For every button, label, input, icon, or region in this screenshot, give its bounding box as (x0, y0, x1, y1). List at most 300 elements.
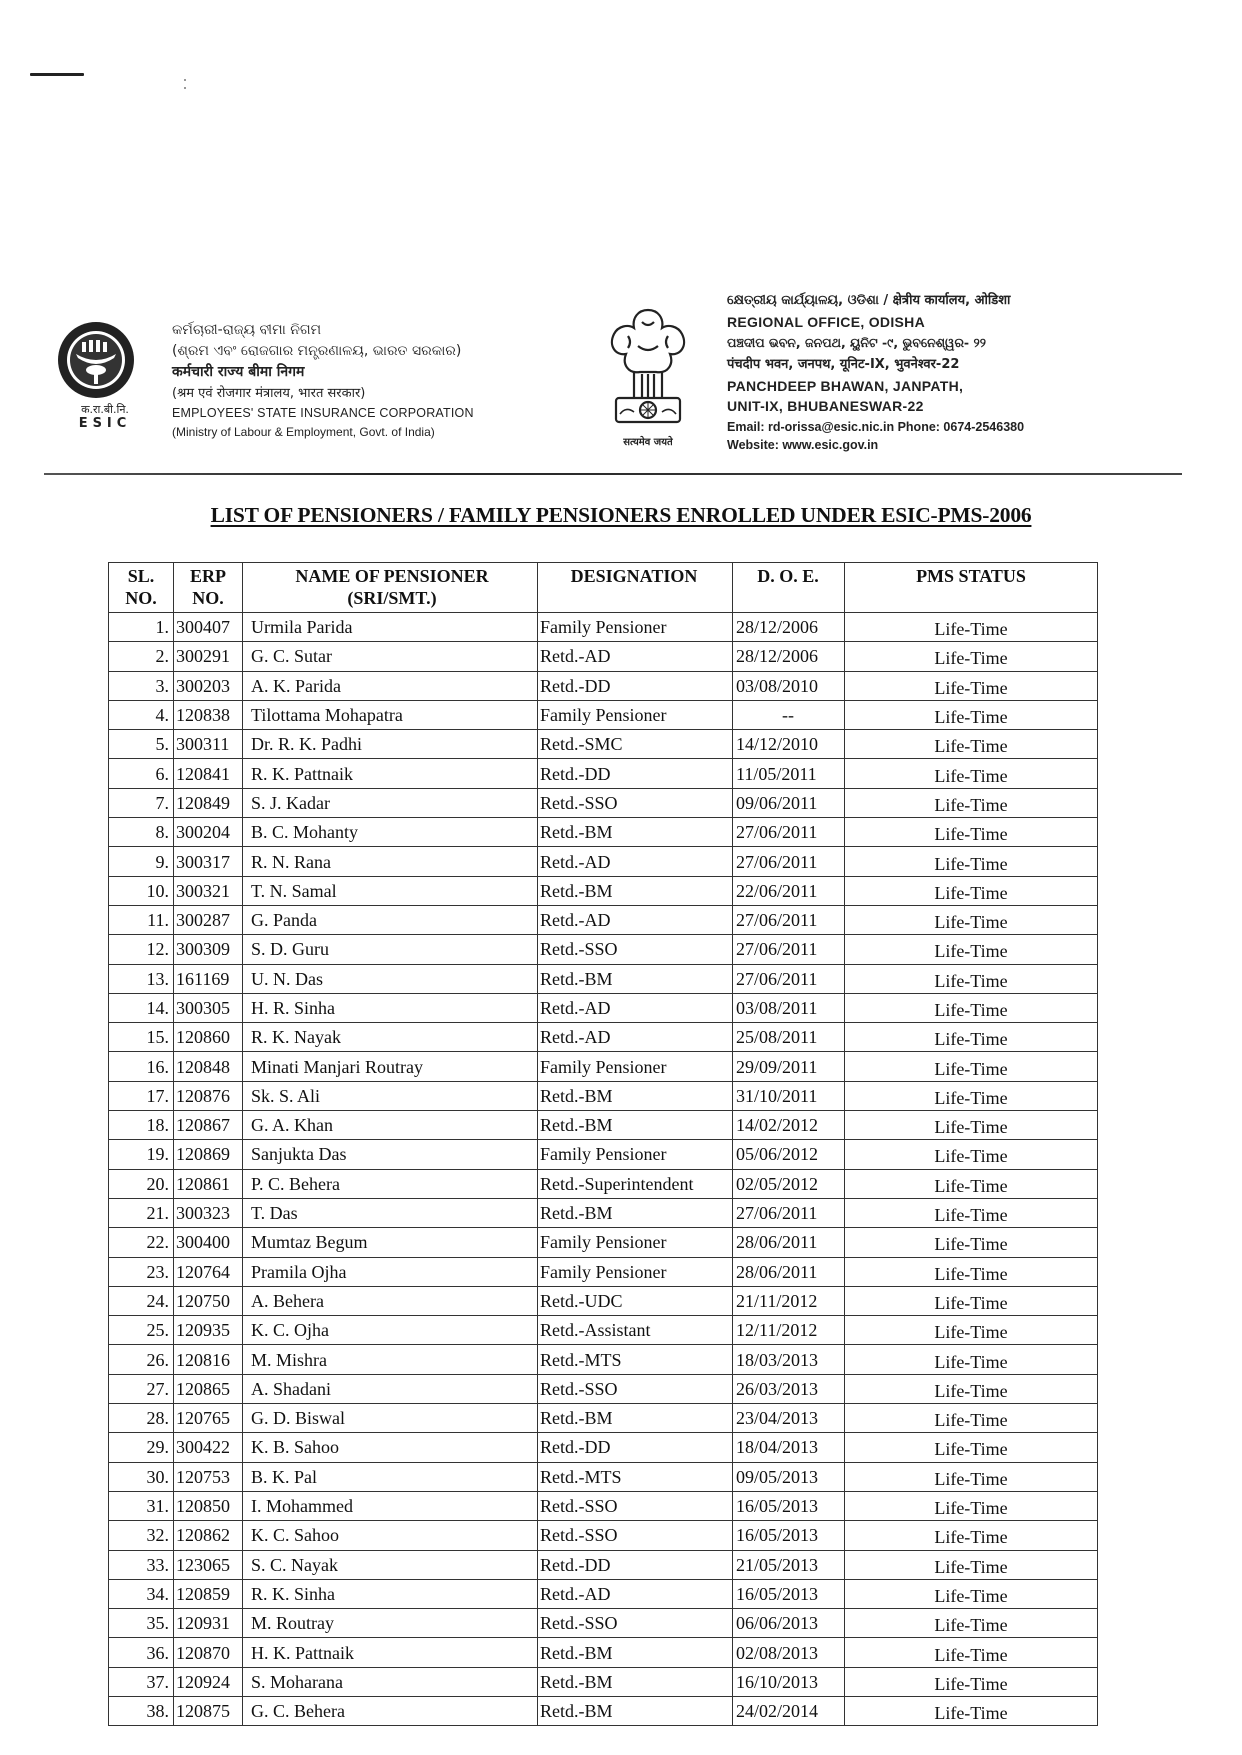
cell-doe: 09/05/2013 (733, 1462, 845, 1491)
cell-erp-no: 300422 (174, 1433, 243, 1462)
cell-doe: 23/04/2013 (733, 1404, 845, 1433)
national-emblem-icon (598, 302, 698, 434)
cell-sl-no: 8. (109, 818, 174, 847)
cell-pms-status: Life-Time (845, 1609, 1098, 1638)
table-row (109, 1579, 1098, 1608)
cell-doe: -- (733, 700, 845, 729)
esic-logo-icon (56, 320, 136, 400)
table-row (109, 905, 1098, 934)
cell-pms-status: Life-Time (845, 1169, 1098, 1198)
cell-designation: Retd.-SSO (538, 1609, 733, 1638)
table-row (109, 935, 1098, 964)
table-row (109, 730, 1098, 759)
cell-designation: Family Pensioner (538, 1257, 733, 1286)
cell-designation: Retd.-SSO (538, 788, 733, 817)
cell-pms-status: Life-Time (845, 1081, 1098, 1110)
cell-designation: Family Pensioner (538, 1140, 733, 1169)
cell-sl-no: 21. (109, 1198, 174, 1227)
cell-erp-no: 300203 (174, 671, 243, 700)
cell-pms-status: Life-Time (845, 759, 1098, 788)
cell-doe: 02/05/2012 (733, 1169, 845, 1198)
cell-erp-no: 120870 (174, 1638, 243, 1667)
cell-sl-no: 11. (109, 905, 174, 934)
cell-designation: Retd.-BM (538, 818, 733, 847)
cell-pms-status: Life-Time (845, 1404, 1098, 1433)
cell-designation: Retd.-SSO (538, 935, 733, 964)
cell-name: S. D. Guru (243, 935, 538, 964)
org-name-odia: କର୍ମଚାରୀ-ରାଜ୍ୟ ବୀମା ନିଗମ (172, 322, 322, 338)
cell-designation: Retd.-SSO (538, 1521, 733, 1550)
cell-name: G. C. Behera (243, 1696, 538, 1725)
cell-pms-status: Life-Time (845, 1052, 1098, 1081)
cell-doe: 25/08/2011 (733, 1023, 845, 1052)
cell-name: M. Mishra (243, 1345, 538, 1374)
cell-name: R. K. Sinha (243, 1579, 538, 1608)
cell-doe: 18/03/2013 (733, 1345, 845, 1374)
cell-designation: Retd.-DD (538, 1550, 733, 1579)
cell-name: U. N. Das (243, 964, 538, 993)
cell-name: K. C. Ojha (243, 1316, 538, 1345)
cell-erp-no: 120860 (174, 1023, 243, 1052)
cell-designation: Family Pensioner (538, 1052, 733, 1081)
cell-name: G. A. Khan (243, 1111, 538, 1140)
cell-name: P. C. Behera (243, 1169, 538, 1198)
cell-designation: Retd.-DD (538, 671, 733, 700)
cell-name: A. K. Parida (243, 671, 538, 700)
cell-erp-no: 120924 (174, 1667, 243, 1696)
cell-name: A. Behera (243, 1286, 538, 1315)
document-title: LIST OF PENSIONERS / FAMILY PENSIONERS ENROLLED UNDER ESIC-PMS-2006 (210, 503, 1032, 527)
cell-doe: 02/08/2013 (733, 1638, 845, 1667)
cell-name: R. N. Rana (243, 847, 538, 876)
cell-name: Minati Manjari Routray (243, 1052, 538, 1081)
table-row (109, 1081, 1098, 1110)
cell-doe: 12/11/2012 (733, 1316, 845, 1345)
cell-designation: Retd.-AD (538, 905, 733, 934)
cell-doe: 18/04/2013 (733, 1433, 845, 1462)
cell-doe: 06/06/2013 (733, 1609, 845, 1638)
cell-pms-status: Life-Time (845, 993, 1098, 1022)
cell-doe: 27/06/2011 (733, 935, 845, 964)
cell-sl-no: 36. (109, 1638, 174, 1667)
cell-erp-no: 300317 (174, 847, 243, 876)
cell-doe: 16/05/2013 (733, 1491, 845, 1520)
cell-designation: Retd.-MTS (538, 1462, 733, 1491)
cell-erp-no: 120869 (174, 1140, 243, 1169)
table-row (109, 1345, 1098, 1374)
cell-name: S. J. Kadar (243, 788, 538, 817)
cell-doe: 14/12/2010 (733, 730, 845, 759)
table-row (109, 671, 1098, 700)
cell-erp-no: 120931 (174, 1609, 243, 1638)
cell-sl-no: 25. (109, 1316, 174, 1345)
table-row (109, 1023, 1098, 1052)
cell-pms-status: Life-Time (845, 1462, 1098, 1491)
cell-designation: Retd.-BM (538, 1198, 733, 1227)
cell-doe: 27/06/2011 (733, 847, 845, 876)
address-odia: ପଞ୍ଚଦୀପ ଭବନ, ଜନପଥ, ୟୁନିଟ -୯, ଭୁବନେଶ୍ୱର- ୨୨ (727, 335, 986, 350)
cell-name: G. C. Sutar (243, 642, 538, 671)
cell-sl-no: 13. (109, 964, 174, 993)
cell-sl-no: 33. (109, 1550, 174, 1579)
table-row (109, 964, 1098, 993)
cell-pms-status: Life-Time (845, 1257, 1098, 1286)
table-header-row (109, 563, 1098, 613)
cell-doe: 26/03/2013 (733, 1374, 845, 1403)
cell-doe: 27/06/2011 (733, 905, 845, 934)
cell-doe: 28/06/2011 (733, 1257, 845, 1286)
cell-doe: 16/05/2013 (733, 1521, 845, 1550)
cell-name: B. K. Pal (243, 1462, 538, 1491)
scan-dots (184, 79, 186, 91)
cell-sl-no: 20. (109, 1169, 174, 1198)
cell-doe: 05/06/2012 (733, 1140, 845, 1169)
cell-doe: 21/05/2013 (733, 1550, 845, 1579)
cell-designation: Retd.-BM (538, 1696, 733, 1725)
cell-doe: 22/06/2011 (733, 876, 845, 905)
cell-pms-status: Life-Time (845, 1579, 1098, 1608)
ministry-english: (Ministry of Labour & Employment, Govt. of India) (172, 425, 435, 439)
cell-erp-no: 300287 (174, 905, 243, 934)
header-designation: DESIGNATION (538, 563, 733, 613)
cell-designation: Retd.-AD (538, 993, 733, 1022)
table-row (109, 1286, 1098, 1315)
cell-pms-status: Life-Time (845, 847, 1098, 876)
table-row (109, 1609, 1098, 1638)
cell-designation: Family Pensioner (538, 1228, 733, 1257)
table-row (109, 1169, 1098, 1198)
cell-sl-no: 9. (109, 847, 174, 876)
cell-erp-no: 120841 (174, 759, 243, 788)
cell-designation: Family Pensioner (538, 700, 733, 729)
cell-sl-no: 10. (109, 876, 174, 905)
cell-sl-no: 24. (109, 1286, 174, 1315)
cell-pms-status: Life-Time (845, 1111, 1098, 1140)
cell-name: Pramila Ojha (243, 1257, 538, 1286)
org-name-english: EMPLOYEES' STATE INSURANCE CORPORATION (172, 406, 474, 420)
pensioners-table (108, 562, 1098, 1726)
cell-sl-no: 2. (109, 642, 174, 671)
letterhead (0, 290, 1242, 460)
cell-name: S. Moharana (243, 1667, 538, 1696)
cell-name: T. N. Samal (243, 876, 538, 905)
cell-erp-no: 300407 (174, 613, 243, 642)
cell-designation: Retd.-SSO (538, 1374, 733, 1403)
organisation-block (172, 320, 592, 442)
cell-designation: Retd.-BM (538, 1667, 733, 1696)
cell-sl-no: 23. (109, 1257, 174, 1286)
cell-erp-no: 120862 (174, 1521, 243, 1550)
header-name: NAME OF PENSIONER (SRI/SMT.) (243, 563, 538, 613)
cell-pms-status: Life-Time (845, 1696, 1098, 1725)
table-row (109, 642, 1098, 671)
cell-erp-no: 120849 (174, 788, 243, 817)
contact-info: Email: rd-orissa@esic.nic.in Phone: 0674-2546380 (727, 420, 1025, 434)
cell-doe: 09/06/2011 (733, 788, 845, 817)
cell-erp-no: 300323 (174, 1198, 243, 1227)
table-row (109, 876, 1098, 905)
cell-designation: Retd.-BM (538, 1638, 733, 1667)
cell-designation: Retd.-AD (538, 642, 733, 671)
cell-erp-no: 120865 (174, 1374, 243, 1403)
logo-abbr-english: ESIC (78, 416, 132, 431)
cell-erp-no: 120838 (174, 700, 243, 729)
website: Website: www.esic.gov.in (727, 438, 879, 452)
cell-erp-no: 300305 (174, 993, 243, 1022)
cell-name: A. Shadani (243, 1374, 538, 1403)
cell-doe: 16/05/2013 (733, 1579, 845, 1608)
table-row (109, 1228, 1098, 1257)
cell-name: H. R. Sinha (243, 993, 538, 1022)
cell-designation: Retd.-MTS (538, 1345, 733, 1374)
header-sl-no: SL. NO. (109, 563, 174, 613)
cell-erp-no: 300400 (174, 1228, 243, 1257)
cell-pms-status: Life-Time (845, 964, 1098, 993)
cell-designation: Retd.-AD (538, 1579, 733, 1608)
cell-erp-no: 120753 (174, 1462, 243, 1491)
cell-doe: 29/09/2011 (733, 1052, 845, 1081)
cell-erp-no: 300291 (174, 642, 243, 671)
cell-pms-status: Life-Time (845, 730, 1098, 759)
address-english-line-2: UNIT-IX, BHUBANESWAR-22 (727, 398, 924, 414)
table-row (109, 1111, 1098, 1140)
cell-erp-no: 120848 (174, 1052, 243, 1081)
cell-doe: 27/06/2011 (733, 1198, 845, 1227)
cell-designation: Retd.-BM (538, 1404, 733, 1433)
table-row (109, 1316, 1098, 1345)
cell-sl-no: 4. (109, 700, 174, 729)
table-row (109, 1198, 1098, 1227)
cell-doe: 31/10/2011 (733, 1081, 845, 1110)
cell-sl-no: 35. (109, 1609, 174, 1638)
table-row (109, 1052, 1098, 1081)
cell-erp-no: 300321 (174, 876, 243, 905)
cell-name: R. K. Nayak (243, 1023, 538, 1052)
cell-doe: 11/05/2011 (733, 759, 845, 788)
table-row (109, 1374, 1098, 1403)
cell-pms-status: Life-Time (845, 818, 1098, 847)
address-hindi: पंचदीप भवन, जनपथ, यूनिट-IX, भुवनेश्वर-22 (727, 357, 960, 372)
cell-name: K. C. Sahoo (243, 1521, 538, 1550)
cell-pms-status: Life-Time (845, 1433, 1098, 1462)
cell-erp-no: 120859 (174, 1579, 243, 1608)
cell-name: Sanjukta Das (243, 1140, 538, 1169)
cell-pms-status: Life-Time (845, 700, 1098, 729)
cell-pms-status: Life-Time (845, 1198, 1098, 1227)
cell-name: S. C. Nayak (243, 1550, 538, 1579)
cell-designation: Retd.-DD (538, 759, 733, 788)
cell-name: Sk. S. Ali (243, 1081, 538, 1110)
cell-pms-status: Life-Time (845, 1345, 1098, 1374)
cell-pms-status: Life-Time (845, 613, 1098, 642)
cell-pms-status: Life-Time (845, 1286, 1098, 1315)
cell-erp-no: 300309 (174, 935, 243, 964)
cell-erp-no: 120750 (174, 1286, 243, 1315)
letterhead-divider (44, 473, 1182, 475)
cell-designation: Family Pensioner (538, 613, 733, 642)
cell-pms-status: Life-Time (845, 1521, 1098, 1550)
cell-doe: 27/06/2011 (733, 964, 845, 993)
cell-erp-no: 120816 (174, 1345, 243, 1374)
cell-sl-no: 19. (109, 1140, 174, 1169)
table-row (109, 1667, 1098, 1696)
cell-sl-no: 31. (109, 1491, 174, 1520)
cell-designation: Retd.-UDC (538, 1286, 733, 1315)
cell-sl-no: 30. (109, 1462, 174, 1491)
cell-sl-no: 15. (109, 1023, 174, 1052)
header-erp-no: ERP NO. (174, 563, 243, 613)
cell-doe: 28/06/2011 (733, 1228, 845, 1257)
cell-pms-status: Life-Time (845, 788, 1098, 817)
cell-doe: 03/08/2011 (733, 993, 845, 1022)
cell-designation: Retd.-SSO (538, 1491, 733, 1520)
cell-name: R. K. Pattnaik (243, 759, 538, 788)
cell-name: B. C. Mohanty (243, 818, 538, 847)
cell-sl-no: 27. (109, 1374, 174, 1403)
cell-erp-no: 120850 (174, 1491, 243, 1520)
table-row (109, 1696, 1098, 1725)
cell-designation: Retd.-DD (538, 1433, 733, 1462)
cell-sl-no: 22. (109, 1228, 174, 1257)
cell-pms-status: Life-Time (845, 1228, 1098, 1257)
cell-doe: 03/08/2010 (733, 671, 845, 700)
table-row (109, 818, 1098, 847)
table-row (109, 759, 1098, 788)
cell-erp-no: 120867 (174, 1111, 243, 1140)
cell-sl-no: 6. (109, 759, 174, 788)
cell-designation: Retd.-AD (538, 1023, 733, 1052)
table-row (109, 1462, 1098, 1491)
cell-sl-no: 18. (109, 1111, 174, 1140)
cell-pms-status: Life-Time (845, 1023, 1098, 1052)
cell-sl-no: 26. (109, 1345, 174, 1374)
cell-erp-no: 300311 (174, 730, 243, 759)
table-row (109, 1257, 1098, 1286)
table-row (109, 1433, 1098, 1462)
cell-sl-no: 37. (109, 1667, 174, 1696)
cell-sl-no: 38. (109, 1696, 174, 1725)
cell-name: Mumtaz Begum (243, 1228, 538, 1257)
cell-name: K. B. Sahoo (243, 1433, 538, 1462)
cell-sl-no: 12. (109, 935, 174, 964)
cell-erp-no: 161169 (174, 964, 243, 993)
cell-sl-no: 5. (109, 730, 174, 759)
cell-designation: Retd.-BM (538, 1111, 733, 1140)
table-row (109, 1140, 1098, 1169)
cell-pms-status: Life-Time (845, 1550, 1098, 1579)
cell-name: G. D. Biswal (243, 1404, 538, 1433)
cell-sl-no: 28. (109, 1404, 174, 1433)
cell-erp-no: 123065 (174, 1550, 243, 1579)
ministry-odia: (ଶ୍ରମ ଏବଂ ରୋଜଗାର ମନ୍ତ୍ରଣାଳୟ, ଭାରତ ସରକାର) (172, 343, 462, 359)
cell-designation: Retd.-BM (538, 964, 733, 993)
cell-pms-status: Life-Time (845, 1374, 1098, 1403)
regional-office-block (727, 290, 1207, 454)
cell-designation: Retd.-AD (538, 847, 733, 876)
scan-mark (30, 73, 84, 76)
cell-designation: Retd.-BM (538, 876, 733, 905)
cell-doe: 27/06/2011 (733, 818, 845, 847)
cell-erp-no: 120764 (174, 1257, 243, 1286)
table-row (109, 993, 1098, 1022)
cell-erp-no: 120935 (174, 1316, 243, 1345)
cell-doe: 16/10/2013 (733, 1667, 845, 1696)
cell-designation: Retd.-SMC (538, 730, 733, 759)
cell-sl-no: 14. (109, 993, 174, 1022)
cell-sl-no: 17. (109, 1081, 174, 1110)
cell-sl-no: 32. (109, 1521, 174, 1550)
office-name-odia-hindi: କ୍ଷେତ୍ରୀୟ କାର୍ଯ୍ୟାଳୟ, ଓଡିଶା / क्षेत्रीय कार्यालय, ओडिशा (727, 293, 1011, 308)
cell-designation: Retd.-Assistant (538, 1316, 733, 1345)
cell-pms-status: Life-Time (845, 1316, 1098, 1345)
cell-pms-status: Life-Time (845, 935, 1098, 964)
cell-name: I. Mohammed (243, 1491, 538, 1520)
cell-doe: 28/12/2006 (733, 613, 845, 642)
cell-doe: 21/11/2012 (733, 1286, 845, 1315)
header-doe: D. O. E. (733, 563, 845, 613)
cell-doe: 14/02/2012 (733, 1111, 845, 1140)
table-row (109, 1550, 1098, 1579)
cell-designation: Retd.-BM (538, 1081, 733, 1110)
cell-name: M. Routray (243, 1609, 538, 1638)
cell-name: G. Panda (243, 905, 538, 934)
cell-sl-no: 7. (109, 788, 174, 817)
cell-pms-status: Life-Time (845, 642, 1098, 671)
cell-pms-status: Life-Time (845, 876, 1098, 905)
table-row (109, 1491, 1098, 1520)
cell-sl-no: 34. (109, 1579, 174, 1608)
address-english-line-1: PANCHDEEP BHAWAN, JANPATH, (727, 378, 964, 394)
cell-pms-status: Life-Time (845, 1140, 1098, 1169)
office-name-english: REGIONAL OFFICE, ODISHA (727, 314, 925, 330)
cell-pms-status: Life-Time (845, 1491, 1098, 1520)
table-row (109, 847, 1098, 876)
cell-designation: Retd.-Superintendent (538, 1169, 733, 1198)
table-row (109, 1404, 1098, 1433)
cell-pms-status: Life-Time (845, 905, 1098, 934)
table-row (109, 700, 1098, 729)
cell-name: Urmila Parida (243, 613, 538, 642)
cell-erp-no: 120861 (174, 1169, 243, 1198)
cell-doe: 24/02/2014 (733, 1696, 845, 1725)
logo-abbr-hindi: क.रा.बी.नि. (81, 403, 129, 416)
table-row (109, 1521, 1098, 1550)
cell-name: Tilottama Mohapatra (243, 700, 538, 729)
cell-name: H. K. Pattnaik (243, 1638, 538, 1667)
cell-sl-no: 1. (109, 613, 174, 642)
cell-name: Dr. R. K. Padhi (243, 730, 538, 759)
cell-erp-no: 120875 (174, 1696, 243, 1725)
cell-sl-no: 29. (109, 1433, 174, 1462)
cell-erp-no: 300204 (174, 818, 243, 847)
header-pms-status: PMS STATUS (845, 563, 1098, 613)
cell-sl-no: 16. (109, 1052, 174, 1081)
cell-erp-no: 120765 (174, 1404, 243, 1433)
cell-pms-status: Life-Time (845, 1667, 1098, 1696)
cell-sl-no: 3. (109, 671, 174, 700)
org-name-hindi: कर्मचारी राज्य बीमा निगम (172, 364, 305, 380)
cell-name: T. Das (243, 1198, 538, 1227)
emblem-motto: सत्यमेव जयते (623, 437, 673, 448)
cell-doe: 28/12/2006 (733, 642, 845, 671)
cell-erp-no: 120876 (174, 1081, 243, 1110)
cell-pms-status: Life-Time (845, 1638, 1098, 1667)
table-row (109, 788, 1098, 817)
table-row (109, 613, 1098, 642)
cell-pms-status: Life-Time (845, 671, 1098, 700)
table-row (109, 1638, 1098, 1667)
ministry-hindi: (श्रम एवं रोजगार मंत्रालय, भारत सरकार) (172, 386, 366, 401)
